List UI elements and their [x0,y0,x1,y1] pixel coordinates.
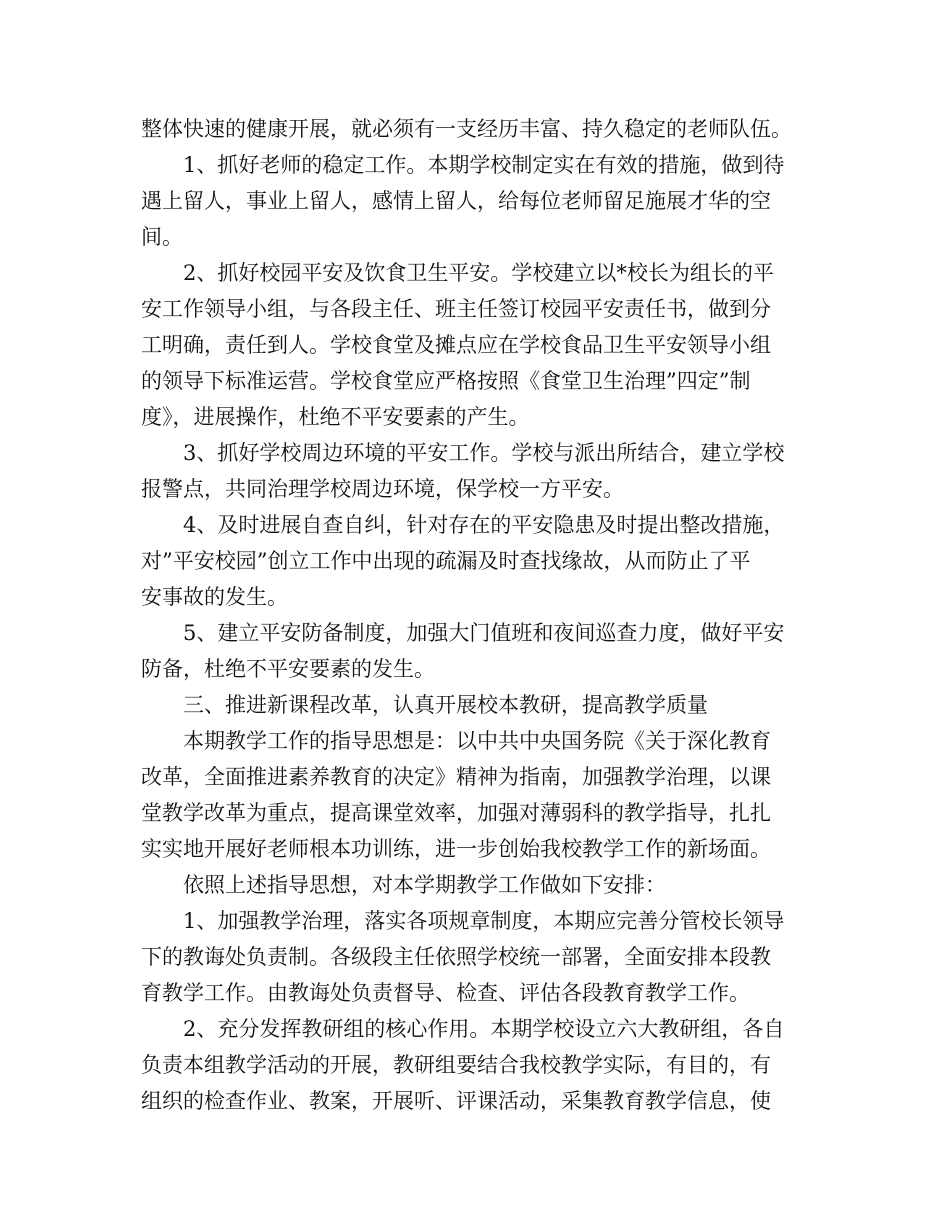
section-heading: 三、推进新课程改革，认真开展校本教研，提高教学质量 [183,693,708,717]
text-line: 1、抓好老师的稳定工作。本期学校制定实在有效的措施，做到待 [183,153,785,177]
text-line: 工明确，责任到人。学校食堂及摊点应在学校食品卫生平安领导小组 [141,333,771,357]
text-line: 间。 [141,225,183,249]
text-line: 依照上述指导思想，对本学期教学工作做如下安排： [183,873,666,897]
text-line: 5、建立平安防备制度，加强大门值班和夜间巡查力度，做好平安 [183,621,785,645]
text-line: 堂教学改革为重点，提高课堂效率，加强对薄弱科的教学指导，扎扎 [141,801,771,825]
text-line: 负责本组教学活动的开展，教研组要结合我校教学实际，有目的，有 [141,1053,771,1077]
text-line: 安工作领导小组，与各段主任、班主任签订校园平安责任书，做到分 [141,297,771,321]
text-line: 实实地开展好老师根本功训练，进一步创始我校教学工作的新场面。 [141,837,771,861]
text-line: 改革，全面推进素养教育的决定》精神为指南，加强教学治理，以课 [141,765,771,789]
text-line: 防备，杜绝不平安要素的发生。 [141,657,435,681]
text-line: 3、抓好学校周边环境的平安工作。学校与派出所结合，建立学校 [183,441,785,465]
text-line: 报警点，共同治理学校周边环境，保学校一方平安。 [141,477,624,501]
text-line: 安事故的发生。 [141,585,288,609]
text-line: 度》，进展操作，杜绝不平安要素的产生。 [141,405,530,429]
text-line: 组织的检查作业、教案，开展听、评课活动，采集教育教学信息，使 [141,1089,771,1113]
text-line: 本期教学工作的指导思想是：以中共中央国务院《关于深化教育 [183,729,771,753]
text-line: 1、加强教学治理，落实各项规章制度，本期应完善分管校长领导 [183,909,785,933]
text-line: 的领导下标准运营。学校食堂应严格按照《食堂卫生治理”四定”制 [141,369,751,393]
text-line: 下的教诲处负责制。各级段主任依照学校统一部署，全面安排本段教 [141,945,771,969]
text-line: 2、抓好校园平安及饮食卫生平安。学校建立以*校长为组长的平 [183,261,774,285]
text-line: 2、充分发挥教研组的核心作用。本期学校设立六大教研组，各自 [183,1017,785,1041]
text-line: 育教学工作。由教诲处负责督导、检查、评估各段教育教学工作。 [141,981,750,1005]
text-line: 遇上留人，事业上留人，感情上留人，给每位老师留足施展才华的空 [141,189,771,213]
text-line: 整体快速的健康开展，就必须有一支经历丰富、持久稳定的老师队伍。 [141,117,792,141]
text-line: 对”平安校园”创立工作中出现的疏漏及时查找缘故，从而防止了平 [141,549,751,573]
text-line: 4、及时进展自查自纠，针对存在的平安隐患及时提出整改措施， [183,513,785,537]
